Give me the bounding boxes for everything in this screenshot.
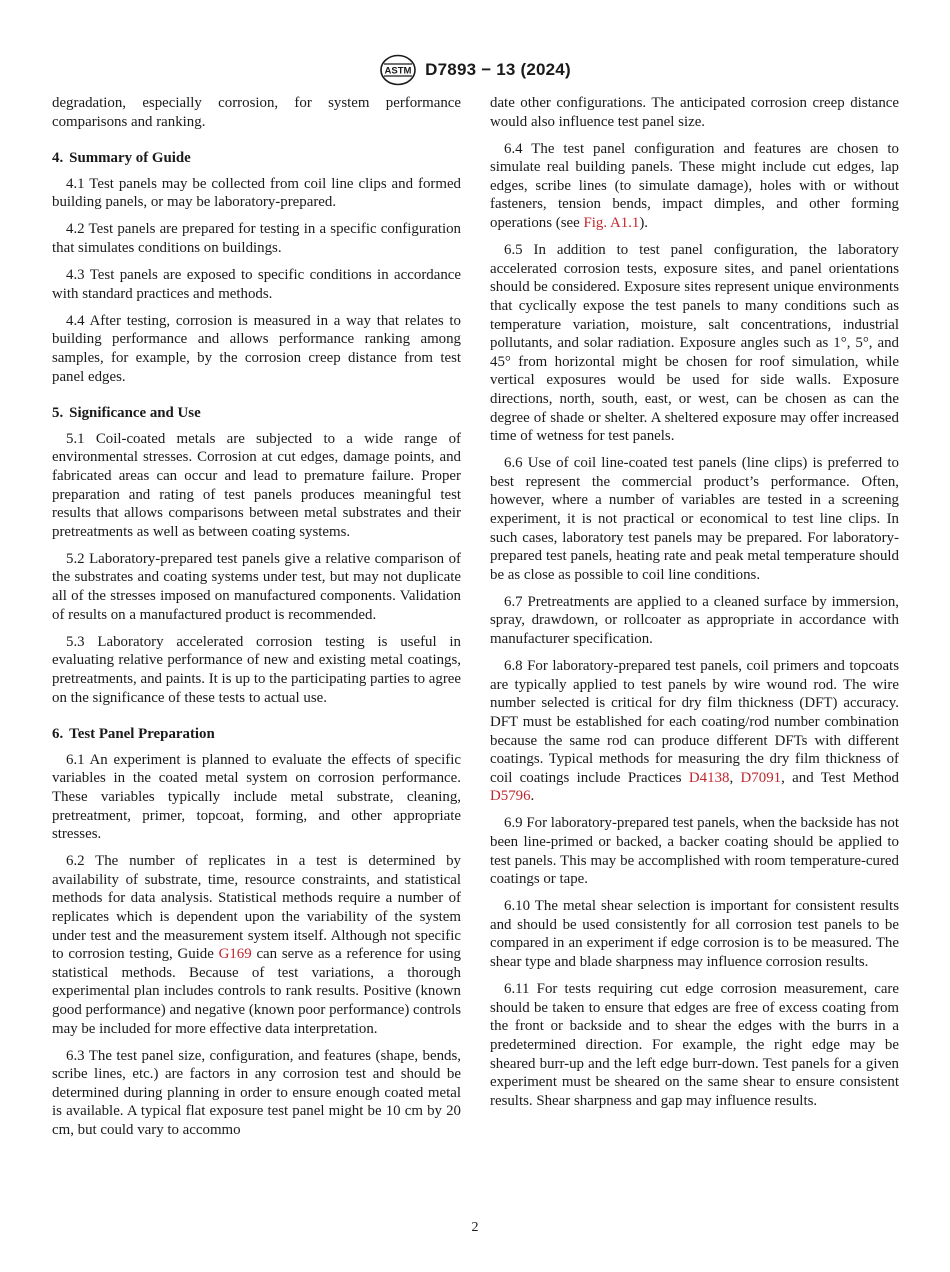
left-column	[52, 94, 461, 1148]
right-column	[490, 94, 899, 1119]
paragraph-6-7: 6.7 Pretreatments are applied to a cleaned surface by immersion, spray, drawdown, or rollcoater as appropriate in accordance with manufacturer specification.	[490, 593, 899, 648]
paragraph-continuation-right: date other configurations. The anticipated corrosion creep distance would also influence test panel size.	[490, 95, 899, 130]
link-fig-a1-1[interactable]: Fig. A1.1	[583, 215, 640, 232]
section-6-heading: 6. Test Panel Preparation	[52, 726, 215, 743]
link-d5796[interactable]: D5796	[490, 788, 531, 805]
paragraph-6-1: 6.1 An experiment is planned to evaluate the effects of specific variables in the coated metal system on corrosion performance. These variables typically include metal substrate, cleaning, pretreatment, primer, topcoat, forming, and other appropriate stresses.	[52, 751, 461, 843]
paragraph-5-3: 5.3 Laboratory accelerated corrosion testing is useful in evaluating relative performance of new and existing metal coatings, pretreatments, and paints. It is up to the participating parties to agree on the significance of these tests to actual use.	[52, 633, 461, 706]
paragraph-4-4: 4.4 After testing, corrosion is measured in a way that relates to building performance and allows performance ranking among samples, for example, by the corrosion creep distance from test panel edges.	[52, 312, 461, 385]
section-4-heading: 4. Summary of Guide	[52, 150, 191, 167]
document-designation: D7893 − 13 (2024)	[425, 60, 571, 79]
paragraph-5-2: 5.2 Laboratory-prepared test panels give a relative comparison of the substrates and coating systems under test, but may not duplicate all of the stresses imposed on manufactured components. Validation of results on a manufactured product is recommended.	[52, 550, 461, 623]
paragraph-6-4: 6.4 The test panel configuration and features are chosen to simulate real building panels. These might include cut edges, lap edges, scribe lines (to simulate damage), holes with or without fasteners, tension bends, impact dimples, and other forming operations (see Fig. A1.1).	[490, 140, 899, 232]
paragraph-continuation: degradation, especially corrosion, for system performance comparisons and ranking.	[52, 95, 461, 130]
paragraph-6-5: 6.5 In addition to test panel configuration, the laboratory accelerated corrosion tests, exposure sites, and panel orientations should be considered. Exposure sites represent unique environments that cyclically expose the test panels to many conditions such as temperature variation, moisture, salt concentrations, industrial pollutants, and solar radiation. Exposure angles such as 1°, 5°, and 45° from horizontal might be chosen for roof simulation, while vertical exposures would be used for side walls. Exposure directions, north, south, east, or west, can be chosen as can the degree of shade or shelter. A sheltered exposure may offer increased time of wetness for test panels.	[490, 242, 899, 445]
page-number: 2	[471, 1220, 479, 1235]
paragraph-6-3: 6.3 The test panel size, configuration, and features (shape, bends, scribe lines, etc.) are factors in any corrosion test and should be determined during planning in order to ensure enough coated metal is available. A typical flat exposure test panel might be 10 cm by 20 cm, but could vary to accommo	[52, 1047, 461, 1138]
page-header	[0, 54, 950, 86]
paragraph-6-8: 6.8 For laboratory-prepared test panels, coil primers and topcoats are typically applied to test panels by wire wound rod. The wire number selected is critical for dry film thickness (DFT) accuracy. DFT must be established for each coating/rod number combination because the same rod can produce different DFTs with different coatings. Typical methods for measuring the dry film thickness of coil coatings include Practices D4138, D7091, and Test Method D5796.	[490, 658, 900, 805]
link-g169[interactable]: G169	[218, 946, 252, 963]
astm-logo-icon	[379, 54, 417, 86]
paragraph-6-2: 6.2 The number of replicates in a test is determined by availability of substrate, time, resource constraints, and statistical methods for data analysis. Statistical methods require a number of replicates which is dependent upon the variability of the system under test and the measurement system itself. Although not specific to corrosion testing, Guide G169 can serve as a reference for using statistical methods. Because of test variations, a thorough experimental plan includes controls to rank results. Positive (known good performance) and negative (known poor performance) controls may be included for more effective data interpretation.	[52, 853, 461, 1037]
link-d4138[interactable]: D4138	[688, 769, 730, 786]
paragraph-6-9: 6.9 For laboratory-prepared test panels, when the backside has not been line-primed or backed, a backer coating should be applied to test panels. This may be accomplished with room temperature-cured coatings or tape.	[490, 815, 899, 888]
paragraph-4-1: 4.1 Test panels may be collected from coil line clips and formed building panels, or may be laboratory-prepared.	[52, 175, 461, 211]
paragraph-5-1: 5.1 Coil-coated metals are subjected to a wide range of environmental stresses. Corrosion at cut edges, damage points, and fabricated areas can occur and lead to premature failure. Proper preparation and rating of test panels produces meaningful test results that allows comparisons between metal substrates and their pretreatments as well as between coating systems.	[52, 430, 461, 540]
section-5-heading: 5. Significance and Use	[52, 405, 201, 422]
paragraph-4-2: 4.2 Test panels are prepared for testing in a specific configuration that simulates conditions on buildings.	[52, 221, 461, 257]
svg-text:ASTM: ASTM	[384, 65, 412, 77]
paragraph-6-10: 6.10 The metal shear selection is important for consistent results and should be used consistently for all corrosion test panels to be compared in an experiment if edge corrosion is to be measured. The shear type and blade sharpness may influence corrosion results.	[490, 898, 899, 971]
paragraph-4-3: 4.3 Test panels are exposed to specific conditions in accordance with standard practices and methods.	[52, 267, 461, 302]
link-d7091[interactable]: D7091	[740, 769, 782, 786]
paragraph-6-6: 6.6 Use of coil line-coated test panels (line clips) is preferred to best represent the commercial product’s performance. Often, however, where a number of variables are tested in a screening experiment, it is not practical or economical to test line clips. In such cases, laboratory test panels may be prepared. For laboratory-prepared test panels, heating rate and peak metal temperature should be as close as possible to coil line conditions.	[490, 455, 899, 583]
paragraph-6-11: 6.11 For tests requiring cut edge corrosion measurement, care should be taken to ensure that edges are free of excess coating from the front or backside and to shear the edges with the burrs in a predetermined direction. For example, the right edge may be sheared burr-up and the left edge burr-down. Test panels for a given experiment must be sheared on the same shear to ensure consistent results. Shear sharpness and gap may influence results.	[490, 981, 899, 1109]
